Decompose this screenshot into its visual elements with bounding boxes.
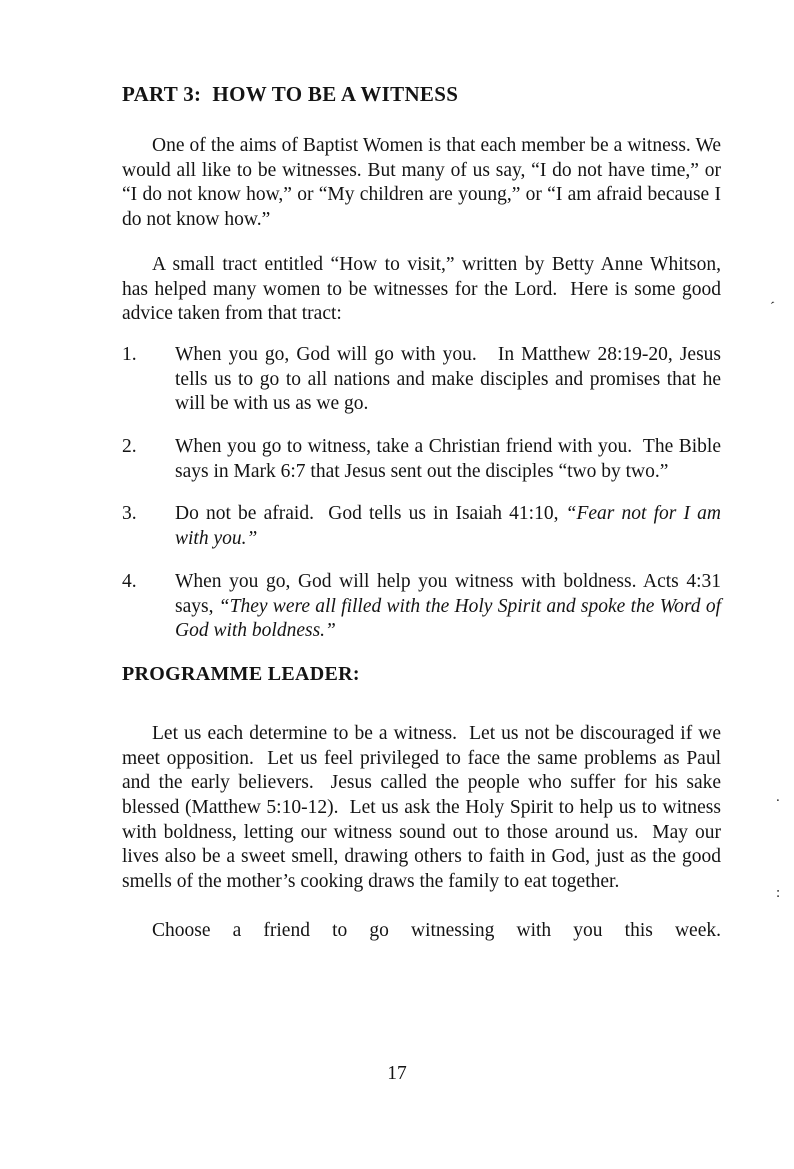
item-text: When you go to witness, take a Christian friend with you. The Bible says in Mark 6:7 that Jesus sent out the disciples “two by two.” [175, 436, 726, 482]
list-item [122, 343, 726, 417]
scan-artifact: ´ [767, 299, 776, 317]
scan-artifact: : [776, 885, 781, 901]
item-quote-italic: “They were all filled with the Holy Spirit and spoke the Word of God with boldness.” [175, 595, 726, 642]
advice-list [122, 343, 726, 644]
section-heading: PROGRAMME LEADER: [122, 662, 360, 685]
item-text-block [175, 502, 726, 551]
item-number: 4. [122, 570, 137, 592]
item-text: When you go, God will help you witness with boldness. Acts 4:31 says, [175, 570, 726, 617]
paragraph-tract: A small tract entitled “How to visit,” written by Betty Anne Whitson, has helped many women to be witnesses for the Lord. Here is some good advice taken from that tract: [122, 253, 726, 325]
paragraph-closing: Choose a friend to go witnessing with you this week. [152, 919, 721, 941]
item-quote-italic: “Fear not for I am with you.” [175, 503, 726, 550]
page-title: PART 3: HOW TO BE A WITNESS [122, 82, 459, 106]
text-column [122, 82, 726, 944]
item-number: 2. [122, 436, 137, 458]
paragraph-intro: One of the aims of Baptist Women is that each member be a witness. We would all like to be witnesses. But many of us say, “I do not have time,” or “I do not know how,” or “My children are young,” or “I am afraid because I do not know how.” [122, 135, 726, 231]
list-item [122, 570, 726, 644]
paragraph-leader: Let us each determine to be a witness. Let us not be discouraged if we meet opposition. Let us feel privileged to face the same problems as Paul and the early believers. Jesus called the people who suffer for his sake blessed (Matthew 5:10-12). Let us ask the Holy Spirit to help us to witness with boldness, letting our witness sound out to those around us. May our lives also be a sweet smell, drawing others to faith in God, just as the good smells of the mother’s cooking draws the family to eat together. [122, 722, 726, 893]
item-text: When you go, God will go with you. In Matthew 28:19-20, Jesus tells us to go to all nations and make disciples and promises that he will be with us as we go. [175, 343, 726, 415]
item-text-block [175, 343, 726, 417]
item-text-block [175, 570, 726, 644]
list-item [122, 435, 726, 484]
list-item [122, 502, 726, 551]
scan-artifact: . [776, 789, 780, 805]
item-number: 3. [122, 503, 137, 525]
item-text: Do not be afraid. God tells us in Isaiah 41:10, [175, 503, 566, 525]
item-text-block [175, 435, 726, 484]
item-number: 1. [122, 343, 137, 365]
page-number: 17 [387, 1063, 407, 1084]
